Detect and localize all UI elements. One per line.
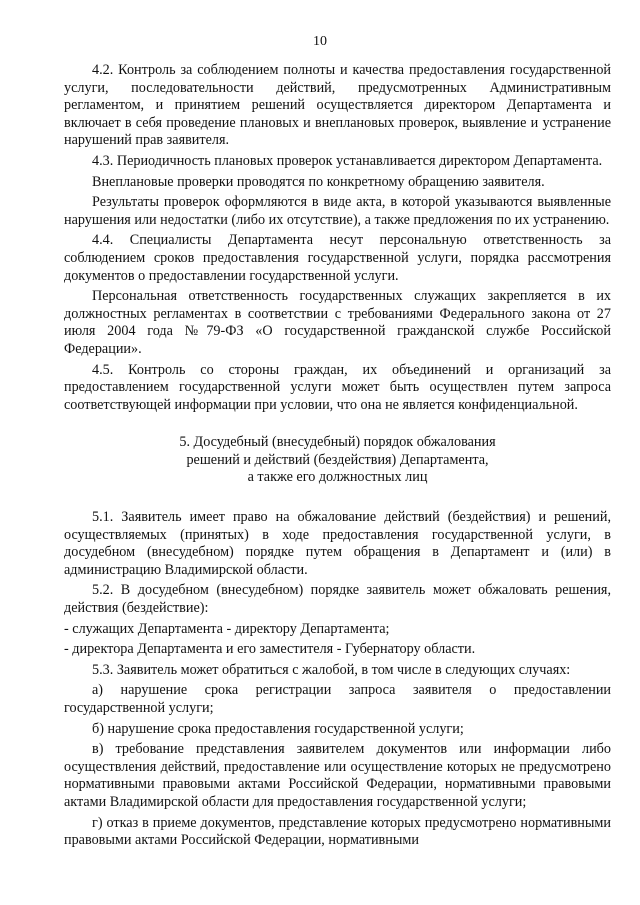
- paragraph-4-2: 4.2. Контроль за соблюдением полноты и качества предоставления государственной услуги, последовательности действий, предусмотренных Административным регламентом, и принятием решений осуществляется директором Департамента и включает в себя проведение плановых и внеплановых проверок, выявление и устранение нарушений прав заявителя.: [64, 62, 611, 149]
- page-number: 10: [313, 34, 327, 49]
- paragraph-5-1: 5.1. Заявитель имеет право на обжалование действий (бездействия) и решений, осуществляемых (принятых) в ходе предоставления государственной услуги, в досудебном (внесудебном) порядке путем обращения в Департамент и (или) в администрацию Владимирской области.: [64, 509, 611, 578]
- section-5-heading: [64, 434, 611, 487]
- list-item-v: в) требование представления заявителем документов или информации либо осуществления действий, предоставление или осуществление которых не предусмотрено нормативными правовыми актами Российской Федерации, нормативными правовыми актами Владимирской области для предоставления государственной услуги;: [64, 741, 611, 810]
- list-item-b: б) нарушение срока предоставления государственной услуги;: [92, 720, 464, 737]
- document-body: [64, 62, 611, 853]
- paragraph-4-3: 4.3. Периодичность плановых проверок устанавливается директором Департамента.: [92, 152, 603, 169]
- paragraph-unscheduled-checks: Внеплановые проверки проводятся по конкретному обращению заявителя.: [92, 173, 545, 190]
- paragraph-4-4: 4.4. Специалисты Департамента несут персональную ответственность за соблюдением сроков предоставления государственной услуги, порядка рассмотрения документов о предоставлении государственной услуги.: [64, 232, 611, 284]
- section-5-heading-line-3: а также его должностных лиц: [247, 469, 428, 486]
- paragraph-4-5: 4.5. Контроль со стороны граждан, их объединений и организаций за предоставлением государственной услуги может быть осуществлен путем запроса соответствующей информации при условии, что она не является конфиденциальной.: [64, 361, 611, 413]
- paragraph-5-3: 5.3. Заявитель может обратиться с жалобой, в том числе в следующих случаях:: [92, 661, 571, 678]
- paragraph-5-2: 5.2. В досудебном (внесудебном) порядке заявитель может обжаловать решения, действия (бездействие):: [64, 582, 611, 617]
- section-5-heading-line-2: решений и действий (бездействия) Департамента,: [186, 451, 489, 468]
- list-item-employees: - служащих Департамента - директору Департамента;: [64, 620, 390, 637]
- paragraph-personal-responsibility: Персональная ответственность государственных служащих закрепляется в их должностных регламентах в соответствии с требованиями Федерального закона от 27 июля 2004 года №79-ФЗ «О государственной гражданской службе Российской Федерации».: [64, 288, 611, 357]
- paragraph-check-results: Результаты проверок оформляются в виде акта, в которой указываются выявленные нарушения или недостатки (либо их отсутствие), а также предложения по их устранению.: [64, 194, 611, 228]
- list-item-director: - директора Департамента и его заместителя - Губернатору области.: [64, 641, 476, 658]
- list-item-a: а) нарушение срока регистрации запроса заявителя о предоставлении государственной услуги;: [64, 682, 611, 716]
- list-item-g: г) отказ в приеме документов, представление которых предусмотрено нормативными правовыми актами Российской Федерации, нормативными: [64, 814, 611, 849]
- section-5-heading-line-1: 5. Досудебный (внесудебный) порядок обжалования: [179, 434, 496, 451]
